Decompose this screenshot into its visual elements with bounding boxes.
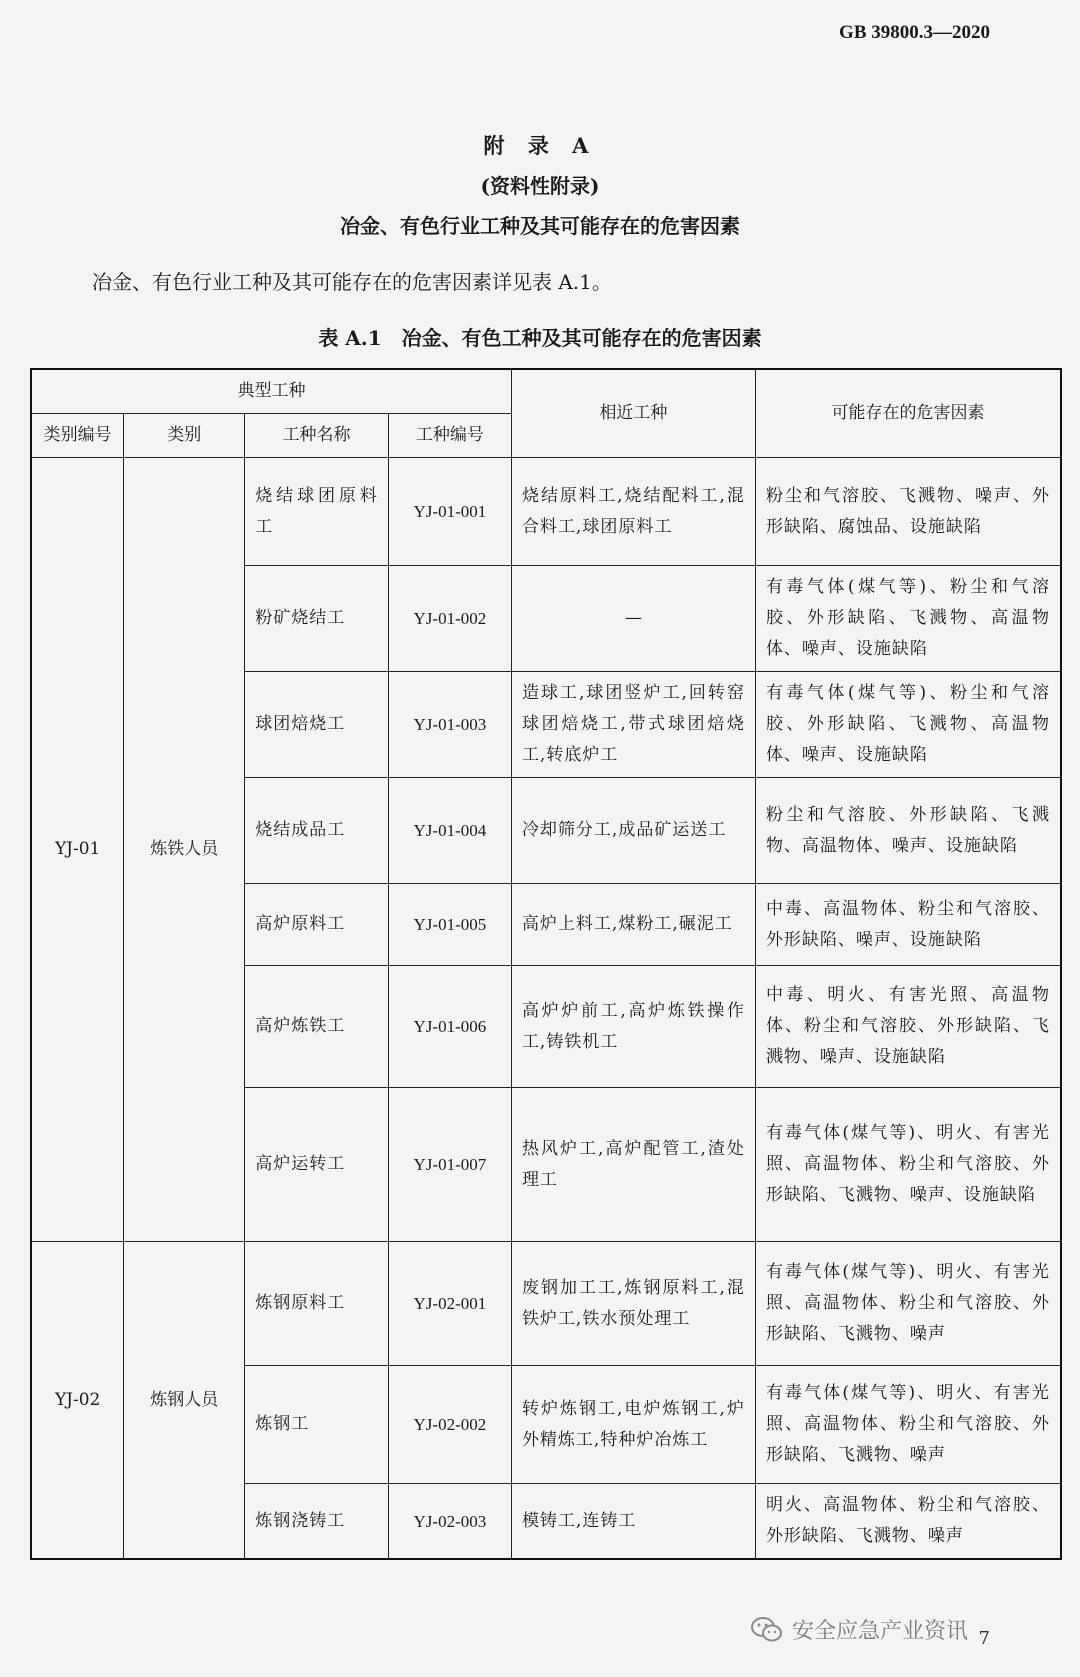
job-code-cell: YJ-01-006	[388, 966, 511, 1088]
job-code-cell: YJ-02-002	[388, 1366, 511, 1484]
similar-jobs-cell: 废钢加工工,炼钢原料工,混铁炉工,铁水预处理工	[511, 1242, 755, 1366]
job-code-cell: YJ-01-002	[388, 566, 511, 672]
job-name-cell: 炼钢工	[245, 1366, 389, 1484]
table-caption: 表 A.1 冶金、有色工种及其可能存在的危害因素	[318, 326, 762, 350]
hazards-cell: 有毒气体(煤气等)、明火、有害光照、高温物体、粉尘和气溶胶、外形缺陷、飞溅物、噪声、设施缺陷	[755, 1088, 1061, 1242]
job-code-cell: YJ-01-003	[388, 672, 511, 778]
appendix-note: (资料性附录)	[480, 174, 600, 198]
hazards-cell: 有毒气体(煤气等)、粉尘和气溶胶、外形缺陷、飞溅物、高温物体、噪声、设施缺陷	[755, 566, 1061, 672]
watermark	[750, 1614, 968, 1645]
job-name-cell: 粉矿烧结工	[245, 566, 389, 672]
job-name-cell: 高炉炼铁工	[245, 966, 389, 1088]
job-name-cell: 高炉原料工	[245, 884, 389, 966]
similar-jobs-cell: 热风炉工,高炉配管工,渣处理工	[511, 1088, 755, 1242]
hazards-cell: 粉尘和气溶胶、外形缺陷、飞溅物、高温物体、噪声、设施缺陷	[755, 778, 1061, 884]
job-code-cell: YJ-01-005	[388, 884, 511, 966]
similar-jobs-cell: —	[511, 566, 755, 672]
header-category-code: 类别编号	[31, 414, 124, 458]
table-row	[31, 1242, 1061, 1366]
job-code-cell: YJ-02-001	[388, 1242, 511, 1366]
hazards-cell: 中毒、明火、有害光照、高温物体、粉尘和气溶胶、外形缺陷、飞溅物、噪声、设施缺陷	[755, 966, 1061, 1088]
header-category: 类别	[124, 414, 245, 458]
job-code-cell: YJ-01-004	[388, 778, 511, 884]
header-group: 典型工种	[31, 369, 511, 414]
job-name-cell: 炼钢原料工	[245, 1242, 389, 1366]
job-name-cell: 烧结球团原料工	[245, 458, 389, 566]
hazards-cell: 明火、高温物体、粉尘和气溶胶、外形缺陷、飞溅物、噪声	[755, 1484, 1061, 1560]
table-row	[31, 458, 1061, 566]
similar-jobs-cell: 造球工,球团竖炉工,回转窑球团焙烧工,带式球团焙烧工,转底炉工	[511, 672, 755, 778]
similar-jobs-cell: 模铸工,连铸工	[511, 1484, 755, 1560]
header-hazards: 可能存在的危害因素	[755, 369, 1061, 458]
similar-jobs-cell: 烧结原料工,烧结配料工,混合料工,球团原料工	[511, 458, 755, 566]
job-code-cell: YJ-02-003	[388, 1484, 511, 1560]
header-row-1	[31, 369, 1061, 414]
job-name-cell: 炼钢浇铸工	[245, 1484, 389, 1560]
header-job-code: 工种编号	[388, 414, 511, 458]
job-code-cell: YJ-01-007	[388, 1088, 511, 1242]
appendix-title: 附 录 A	[483, 133, 597, 158]
category-cell: 炼钢人员	[124, 1242, 245, 1560]
watermark-text: 安全应急产业资讯	[791, 1619, 968, 1644]
appendix-subtitle: 冶金、有色行业工种及其可能存在的危害因素	[340, 214, 740, 238]
category-code-cell: YJ-02	[31, 1242, 124, 1560]
header-similar: 相近工种	[511, 369, 755, 458]
similar-jobs-cell: 冷却筛分工,成品矿运送工	[511, 778, 755, 884]
hazards-cell: 有毒气体(煤气等)、明火、有害光照、高温物体、粉尘和气溶胶、外形缺陷、飞溅物、噪声	[755, 1366, 1061, 1484]
wechat-icon	[750, 1616, 784, 1644]
job-name-cell: 烧结成品工	[245, 778, 389, 884]
hazards-cell: 有毒气体(煤气等)、粉尘和气溶胶、外形缺陷、飞溅物、高温物体、噪声、设施缺陷	[755, 672, 1061, 778]
similar-jobs-cell: 高炉炉前工,高炉炼铁操作工,铸铁机工	[511, 966, 755, 1088]
job-code-cell: YJ-01-001	[388, 458, 511, 566]
job-name-cell: 高炉运转工	[245, 1088, 389, 1242]
category-cell: 炼铁人员	[124, 458, 245, 1242]
standard-code: GB 39800.3—2020	[839, 22, 990, 43]
header-job-name: 工种名称	[245, 414, 389, 458]
hazards-cell: 中毒、高温物体、粉尘和气溶胶、外形缺陷、噪声、设施缺陷	[755, 884, 1061, 966]
hazards-cell: 有毒气体(煤气等)、明火、有害光照、高温物体、粉尘和气溶胶、外形缺陷、飞溅物、噪声	[755, 1242, 1061, 1366]
category-code-cell: YJ-01	[31, 458, 124, 1242]
page-number: 7	[978, 1628, 990, 1649]
similar-jobs-cell: 高炉上料工,煤粉工,碾泥工	[511, 884, 755, 966]
similar-jobs-cell: 转炉炼钢工,电炉炼钢工,炉外精炼工,特种炉冶炼工	[511, 1366, 755, 1484]
hazards-cell: 粉尘和气溶胶、飞溅物、噪声、外形缺陷、腐蚀品、设施缺陷	[755, 458, 1061, 566]
intro-paragraph: 冶金、有色行业工种及其可能存在的危害因素详见表 A.1。	[92, 270, 612, 294]
hazard-table	[30, 368, 1062, 1560]
job-name-cell: 球团焙烧工	[245, 672, 389, 778]
